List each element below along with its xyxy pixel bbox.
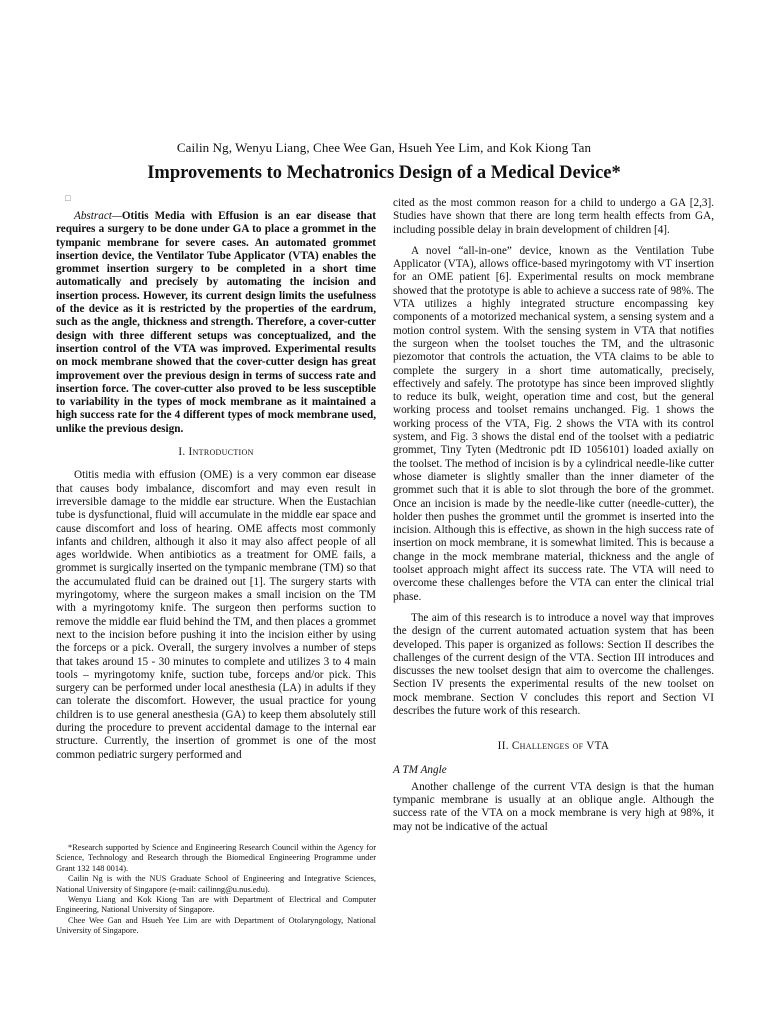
subsection-heading-tm-angle: A TM Angle bbox=[393, 763, 447, 776]
intro-paragraph-2: A novel “all-in-one” device, known as the Ventilation Tube Applicator (VTA), allows office-based myringotomy with VT insertion for an OME patient [6]. Experimental results on mock membrane showed that the prototype is able to achieve a success rate of 98%. The VTA utilizes a highly integrated structure encompassing key components of a motorized mechanical system, a sensing system and a motion control system. With the sensing system in VTA that notifies the surgeon when the toolset touches the TM, and the ultrasonic piezomotor that controls the actuation, the VTA claims to be able to complete the surgery in a short time automatically, precisely, effectively and safely. The prototype has since been improved slightly to reduce its bulk, weight, operation time and cost, but the general working process and toolset remains unchanged. Fig. 1 shows the working process of the VTA, Fig. 2 shows the VTA with its control system, and Fig. 3 shows the distal end of the toolset with a pediatric grommet, Tiny Tyten (Medtronic pdt ID 1056101) loaded axially on the toolset. The method of incision is by a cylindrical needle-like cutter whose diameter is slightly smaller than the inner diameter of the grommet such that it is able to slot through the bore of the grommet. Once an incision is made by the needle-like cutter (needle-cutter), the holder then pushes the grommet until the grommet is inserted into the incision. Although this is effective, as shown in the high success rate of insertion on mock membrane, it is somewhat limited. This is because a change in the mock membrane material, thickness and the angle of toolset approach might affect its success rate. The VTA will need to overcome these challenges before the VTA can enter the clinical trial phase. bbox=[393, 244, 714, 603]
intro-paragraph-1: Otitis media with effusion (OME) is a very common ear disease that causes body imbalance, discomfort and may even result in irreversible damage to the middle ear structure. When the Eustachian tube is dysfunctional, fluid will accumulate in the middle ear space and cause discomfort and loss of hearing. OME affects most commonly infants and children, although it also it may also affect people of all ages worldwide. When antibiotics as a treatment for OME fails, a grommet is surgically inserted on the tympanic membrane (TM) so that the accumulated fluid can be drained out [1]. The surgery starts with myringotomy, where the surgeon makes a small incision on the TM with a myringotomy knife. The surgeon then performs suction to remove the middle ear fluid behind the TM, and then places a grommet next to the incision before pushing it into the incision either by using the forceps or a pick. Overall, the surgery involves a number of steps that takes around 15 - 30 minutes to complete and utilizes 3 to 4 main tools – myringotomy knife, suction tube, forceps and/or pick. This surgery can be performed under local anesthesia (LA) in adults if they can tolerate the discomfort. However, the usual practice for young children is to use general anesthesia (GA) to keep them absolutely still during the procedure to prevent accidental damage to the internal ear structure. Currently, the insertion of grommet is one of the most common pediatric surgery performed and bbox=[56, 469, 376, 761]
section-heading-introduction: I. Introduction bbox=[178, 446, 254, 459]
checkbox-mark-icon: □ bbox=[65, 193, 71, 203]
abstract-text: Otitis Media with Effusion is an ear disease that requires a surgery to be done under GA to place a grommet in the tympanic membrane for severe cases. An automated grommet insertion device, the Ventilator Tube Applicator (VTA) enables the grommet insertion surgery to be completed in a short time automatically and precisely by automating the incision and insertion process. However, its current design limits the usefulness of the device as it is restricted by the properties of the eardrum, such as the angle, thickness and strength. Therefore, a cover-cutter design with three different setups was conceptualized, and the insertion control of the VTA was improved. Experimental results on mock membrane showed that the cover-cutter design has great improvement over the previous design in terms of success rate and insertion force. The cover-cutter also proved to be less susceptible to variability in the types of mock membrane as it maintained a high success rate for the 4 different types of mock membrane used, unlike the previous design. bbox=[56, 210, 376, 435]
section-heading-challenges: II. Challenges of VTA bbox=[497, 740, 610, 753]
challenges-paragraph-1: Another challenge of the current VTA design is that the human tympanic membrane is usually at an oblique angle. Although the success rate of the VTA on a mock membrane is very high at 98%, it may not be indicative of the actual bbox=[393, 780, 714, 833]
footnote-author-3: Chee Wee Gan and Hsueh Yee Lim are with Department of Otolaryngology, National University of Singapore. bbox=[56, 915, 376, 936]
footnotes bbox=[56, 843, 376, 937]
footnote-author-1: Cailin Ng is with the NUS Graduate School of Engineering and Integrative Sciences, National University of Singapore (e-mail: cailinng@u.nus.edu). bbox=[56, 874, 376, 894]
author-list: Cailin Ng, Wenyu Liang, Chee Wee Gan, Hsueh Yee Lim, and Kok Kiong Tan bbox=[176, 140, 592, 155]
left-column bbox=[56, 210, 376, 762]
abstract-lead: Abstract— bbox=[74, 210, 122, 222]
footnote-author-2: Wenyu Liang and Kok Kiong Tan are with Department of Electrical and Computer Engineering, National University of Singapore. bbox=[56, 895, 376, 915]
footnote-funding: *Research supported by Science and Engineering Research Council within the Agency for Science, Technology and Research through the Biomedical Engineering Programme under Grant 132 148 0014). bbox=[56, 843, 376, 873]
right-column bbox=[393, 197, 714, 834]
paper-title: Improvements to Mechatronics Design of a Medical Device* bbox=[147, 163, 621, 183]
intro-paragraph-1-continued: cited as the most common reason for a child to undergo a GA [2,3]. Studies have shown that there are long term health effects from GA, including possible delay in brain development of children [4]. bbox=[393, 197, 714, 236]
abstract bbox=[56, 210, 376, 436]
intro-paragraph-3: The aim of this research is to introduce a novel way that improves the design of the current automated actuation system that has been developed. This paper is organized as follows: Section II describes the challenges of the current design of the VTA. Section III introduces and discusses the new toolset design that aim to overcome the challenges. Section IV presents the experimental results of the new toolset on mock membrane. Section V concludes this report and Section VI describes the future work of this research. bbox=[393, 611, 714, 717]
